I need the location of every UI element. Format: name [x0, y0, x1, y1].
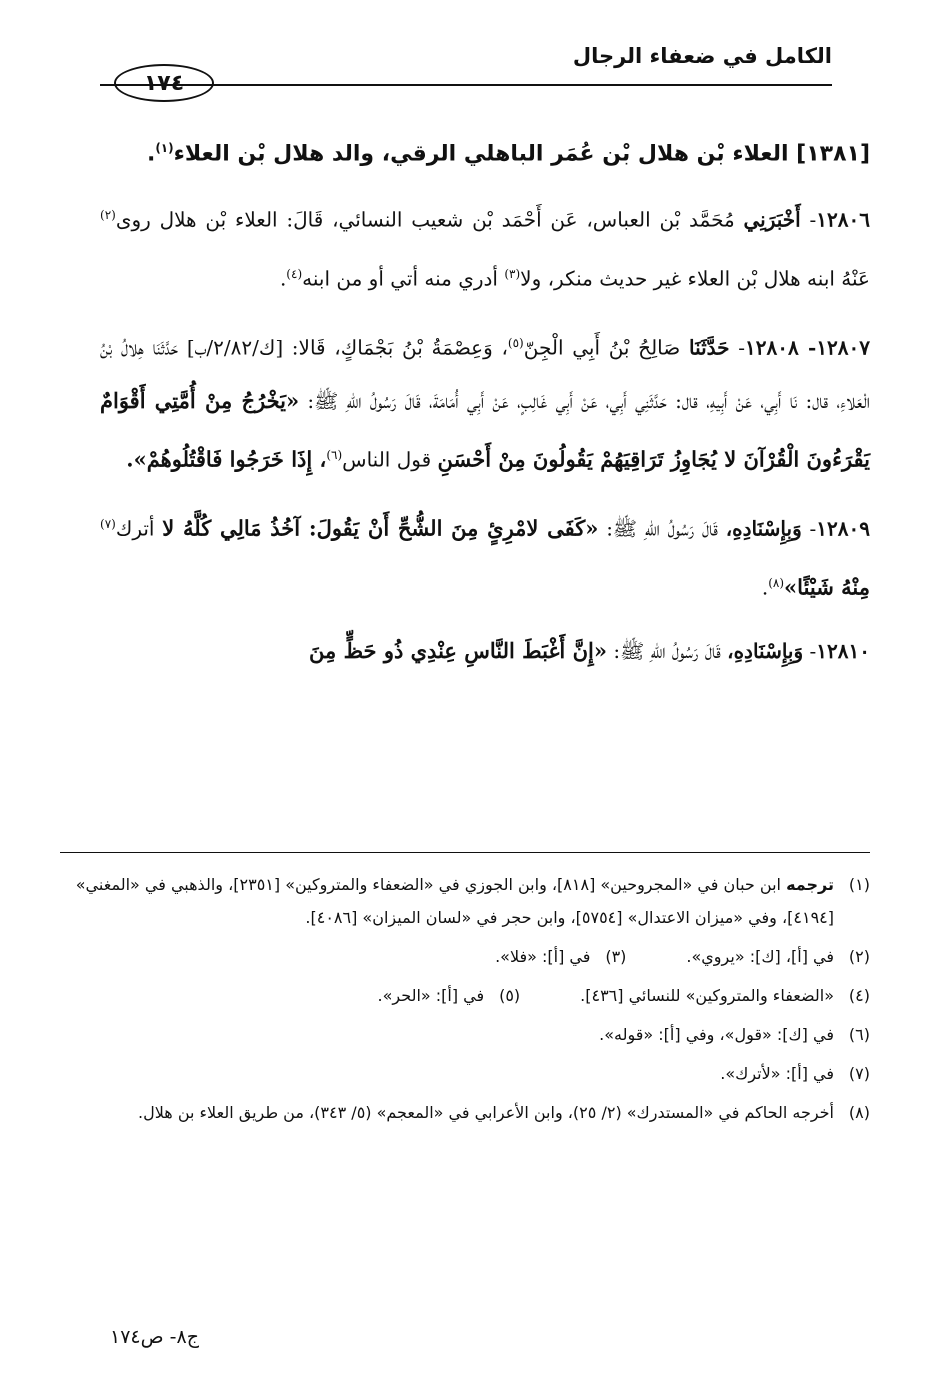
hadith-number: ١٢٨٠٩: [816, 516, 871, 541]
footnote: (٥) في [أ]: «الحر».: [378, 979, 521, 1012]
footnote-number: (٤): [848, 986, 870, 1005]
volume-page-footer: ج٨- ص١٧٤: [110, 1326, 199, 1348]
footnote: (٢) في [أ]، [ك]: «يروي».: [686, 940, 870, 973]
narration-keyword: حَدَّثَنَا: [688, 335, 730, 360]
entry-heading: [١٣٨١] العلاء بْن هلال بْن عُمَر الباهلي الرقي، والد هلال بْن العلاء$^{(١)}$.: [146, 141, 870, 167]
footnote-ref: (٧): [100, 516, 116, 531]
footnote-ref: (٢): [100, 208, 116, 223]
entry-heading-text: [١٣٨١] العلاء بْن هلال بْن عُمَر الباهلي الرقي، والد هلال بْن العلاء: [173, 141, 870, 167]
narration-keyword: وَبِإِسْنَادِهِ،: [725, 516, 802, 541]
footnote: (٤) «الضعفاء والمتروكين» للنسائي [٤٣٦].: [580, 979, 870, 1012]
footnote-divider: [60, 852, 870, 853]
footnote-ref: (٤): [286, 266, 303, 281]
footnote-ref: (٨): [768, 575, 785, 590]
footnote-number: (٦): [848, 1025, 870, 1044]
hadith-text: «إِنَّ أَغْبَطَ النَّاسِ عِنْدِي ذُو حَظٍّ مِنَ: [309, 638, 607, 664]
footnote-ref: (١): [155, 141, 174, 155]
footnotes: [58, 868, 870, 1135]
footnote: (٧) في [أ]: «لأترك».: [58, 1057, 870, 1090]
running-header-title: الكامل في ضعفاء الرجال: [572, 44, 832, 68]
footnote-row: [58, 979, 870, 1012]
footnote-number: (٧): [848, 1064, 870, 1083]
page-number-badge: ١٧٤: [114, 64, 214, 102]
hadith-number: ١٢٨١٠: [816, 639, 870, 664]
narration-keyword: وَبِإِسْنَادِهِ،: [727, 639, 804, 664]
hadith-entry: ١٢٨٠٧- ١٢٨٠٨- حَدَّثَنَا صَالِحُ بْنُ أَبِي الْجِنّ$^{(٥)}$، وَعِصْمَةُ بْنُ بَجْمَاكٍ، قَالا: [ك/٢/٨٢/ب] حَدَّثَنَا هِلالُ بْنُ الْعَلاءِ، قال: نَا أَبِي، عَنْ أَبِيهِ، قال: حَدَّثَنِي أَبِي، عَنْ أَبِي غَالِبٍ، عَنْ أَبِي أُمَامَةَ، قَالَ رَسُولُ اللهِ ﷺ: «يَخْرُجُ مِنْ أُمَّتِي أَقْوَامٌ يَقْرَءُونَ الْقُرْآنَ لا يُجَاوِزُ تَرَاقِيَهُمْ يَقُولُونَ مِنْ أَحْسَنِ قول الناس$^{(٦)}$، إِذَا خَرَجُوا فَاقْتُلُوهُمْ».: [100, 335, 871, 472]
hadith-text: «كَفَى لامْرِئٍ مِنَ الشُّحِّ أَنْ يَقُولَ: آخُذُ مَالِي كُلَّهُ لا: [162, 515, 599, 541]
footnote-ref: (٦): [326, 448, 343, 463]
hadith-entry: ١٢٨٠٦- أَخْبَرَنِي مُحَمَّد بْن العباس، عَن أَحْمَد بْن شعيب النسائي، قَالَ: العلاء بْن هلال روى$^{(٢)}$ عَنْهُ ابنه هلال بْن العلاء غير حديث منكر، ولا$^{(٣)}$ أدري منه أتي أو من ابنه$^{(٤)}$.: [100, 207, 870, 291]
footnote: (٨) أخرجه الحاكم في «المستدرك» (٢/ ٢٥)، وابن الأعرابي في «المعجم» (٥/ ٣٤٣)، من طريق العلاء بن هلال.: [58, 1096, 870, 1129]
header-divider: [100, 84, 832, 86]
hadith-entry: ١٢٨٠٩- وَبِإِسْنَادِهِ، قَالَ رَسُولُ اللهِ ﷺ: «كَفَى لامْرِئٍ مِنَ الشُّحِّ أَنْ يَقُولَ: آخُذُ مَالِي كُلَّهُ لا أترك$^{(٧)}$ مِنْهُ شَيْئًا»$^{(٨)}$.: [100, 515, 871, 600]
footnote-ref: (٥): [507, 335, 524, 350]
hadith-number: ١٢٨٠٦: [816, 207, 870, 232]
footnote-number: (٨): [848, 1103, 870, 1122]
footnote: (٦) في [ك]: «قول»، وفي [أ]: «قوله».: [58, 1018, 870, 1051]
main-text: [100, 128, 870, 688]
footnote-number: (٣): [605, 947, 627, 966]
footnote-number: (٢): [848, 947, 870, 966]
footnote-number: (٥): [499, 986, 521, 1005]
footnote-row: [58, 940, 870, 973]
hadith-text: ، إِذَا خَرَجُوا فَاقْتُلُوهُمْ».: [126, 446, 327, 472]
hadith-number: ١٢٨٠٧- ١٢٨٠٨: [744, 335, 871, 360]
hadith-entry: ١٢٨١٠- وَبِإِسْنَادِهِ، قَالَ رَسُولُ اللهِ ﷺ: «إِنَّ أَغْبَطَ النَّاسِ عِنْدِي ذُو حَظٍّ مِنَ: [309, 638, 870, 664]
hadith-text: مِنْهُ شَيْئًا»: [784, 574, 870, 600]
footnote: (٣) في [أ]: «فلا».: [495, 940, 626, 973]
footnote-ref: (٣): [504, 266, 521, 281]
hadith-text: «يَخْرُجُ مِنْ أُمَّتِي أَقْوَامٌ يَقْرَءُونَ الْقُرْآنَ لا يُجَاوِزُ تَرَاقِيَهُمْ يَقُولُونَ مِنْ أَحْسَنِ: [100, 388, 870, 472]
narration-keyword: أَخْبَرَنِي: [743, 207, 801, 232]
footnote-number: (١): [848, 875, 870, 894]
footnote: (١) ترجمه ابن حبان في «المجروحين» [٨١٨]، وابن الجوزي في «الضعفاء والمتروكين» [٢٣٥١]، والذهبي في «المغني» [٤١٩٤]، وفي «ميزان الاعتدال» [٥٧٥٤]، وابن حجر في «لسان الميزان» [٤٠٨٦].: [58, 868, 870, 934]
